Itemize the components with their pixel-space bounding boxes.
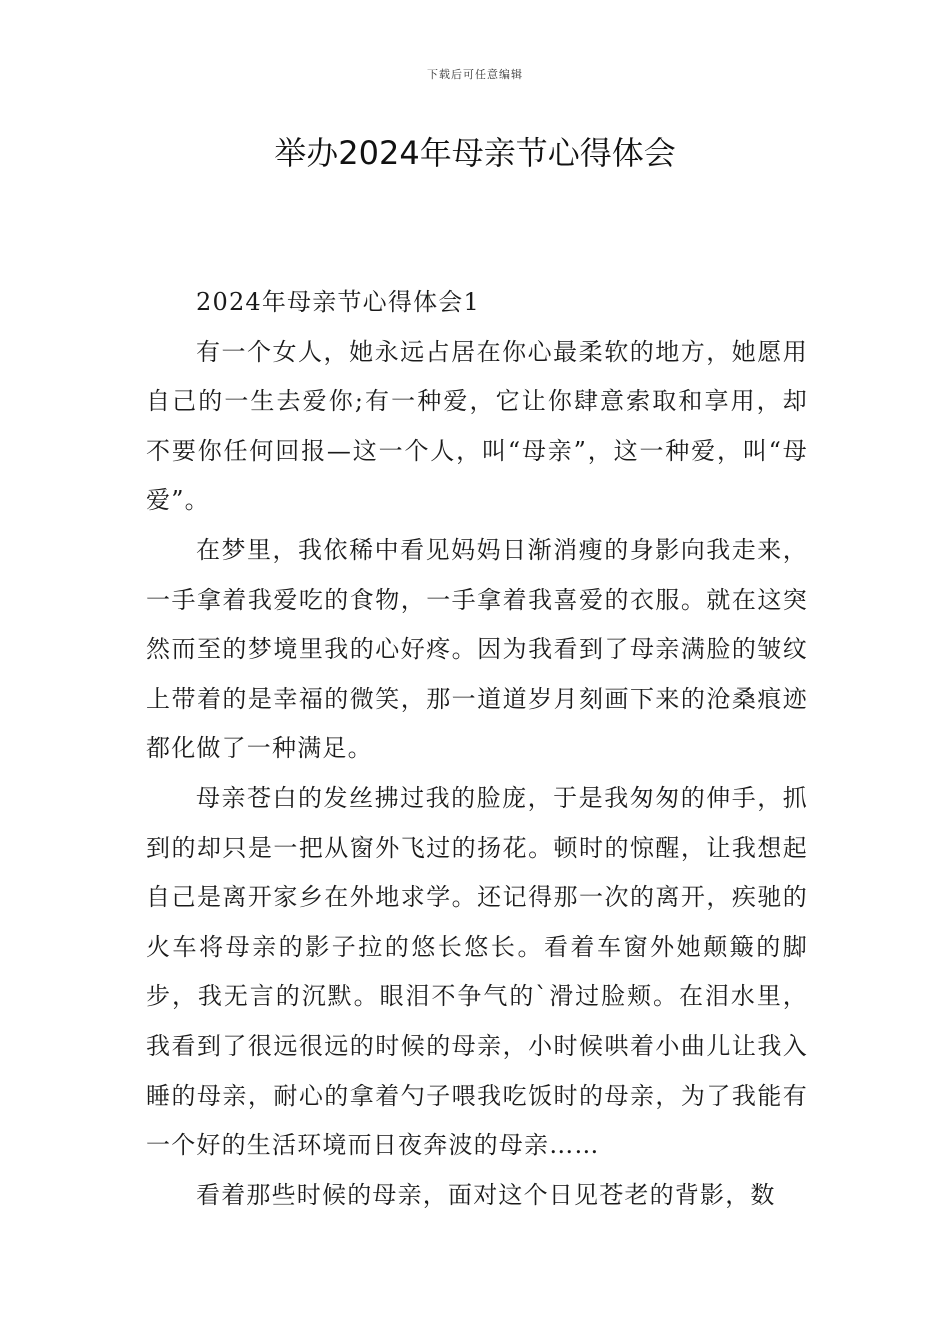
page-title: 举办2024年母亲节心得体会 bbox=[274, 134, 676, 172]
document-body bbox=[146, 278, 808, 1220]
paragraph-2: 在梦里，我依稀中看见妈妈日渐消瘦的身影向我走来，一手拿着我爱吃的食物，一手拿着我喜爱的衣服。就在这突然而至的梦境里我的心好疼。因为我看到了母亲满脸的皱纹上带着的是幸福的微笑，那一道道岁月刻画下来的沧桑痕迹都化做了一种满足。 bbox=[146, 535, 808, 763]
section-heading: 2024年母亲节心得体会1 bbox=[196, 288, 480, 316]
paragraph-1: 有一个女人，她永远占居在你心最柔软的地方，她愿用自己的一生去爱你;有一种爱，它让你肆意索取和享用，却不要你任何回报—这一个人，叫“母亲”，这一种爱，叫“母爱”。 bbox=[146, 337, 808, 515]
paragraph-3: 母亲苍白的发丝拂过我的脸庞，于是我匆匆的伸手，抓到的却只是一把从窗外飞过的扬花。顿时的惊醒，让我想起自己是离开家乡在外地求学。还记得那一次的离开，疾驰的火车将母亲的影子拉的悠长悠长。看着车窗外她颠簸的脚步，我无言的沉默。眼泪不争气的`滑过脸颊。在泪水里，我看到了很远很远的时候的母亲，小时候哄着小曲儿让我入睡的母亲，耐心的拿着勺子喂我吃饭时的母亲，为了我能有一个好的生活环境而日夜奔波的母亲…… bbox=[146, 783, 808, 1160]
paragraph-4: 看着那些时候的母亲，面对这个日见苍老的背影，数 bbox=[196, 1180, 776, 1209]
header-note: 下载后可任意编辑 bbox=[427, 68, 523, 81]
